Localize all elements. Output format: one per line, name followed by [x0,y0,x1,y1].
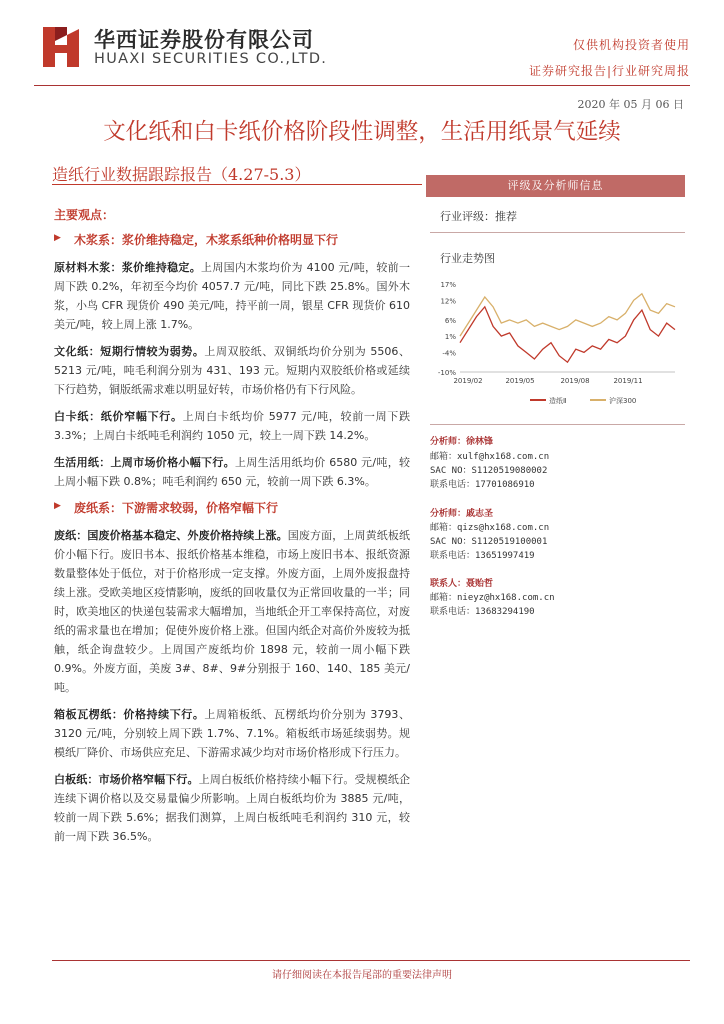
section-title: 木浆系：浆价维持稳定，木浆系纸种价格明显下行 [74,233,339,247]
paragraph-lead: 箱板瓦楞纸：价格持续下行。 [54,708,205,721]
subtitle-underline [52,184,422,185]
contact-email: 邮箱：nieyz@hx168.com.cn [430,593,555,603]
report-subtitle: 造纸行业数据跟踪报告（4.27-5.3） [52,165,311,184]
main-content [54,206,410,854]
y-tick-label: 17% [440,281,456,289]
paragraph-text: 国废方面，上周黄纸板纸价小幅下行。废旧书本、报纸价格基本维稳，市场上废旧书本、报纸资源数量整体处于低位，对于价格形成一定支撑。外废方面，上周外废报盘持续上涨。受欧美地区疫情影响，废纸的回收量仅为正常回收量的一半；同时，欧美地区的快递包装需求大幅增加，当地纸企开工率保持高位，对废纸的需求量也在增加；促使外废价格上涨。但国内纸企对高价外废较为抵触，纸企询盘较少。上周国产废纸均价 1898 元，较前一周小幅下跌 0.9%。外废方面，美废 3#、8#、9#分别报于 160、140、185 美元/吨。 [54,529,411,694]
paragraph-text: 上周箱板纸、瓦楞纸均价分别为 3793、3120 元/吨，分别较上周下跌 1.7%、7.1%。箱板纸市场延续弱势。规模纸厂降价、市场供应充足、下游需求减少均对市场价格形成下行压力。 [54,708,410,759]
y-tick-label: 1% [444,333,456,342]
y-tick-label: -4% [442,349,456,358]
section-heading [54,499,410,516]
bullet-triangle-icon: ▶ [54,501,61,511]
paragraph-lead: 原材料木浆：浆价维持稳定。 [54,261,202,274]
y-tick-label: 12% [440,297,456,306]
x-tick-label: 2019/08 [560,377,590,385]
paragraph [54,770,410,846]
analyst-2-name: 分析师：戚志圣 [430,509,494,519]
analyst-2-email: 邮箱：qizs@hx168.com.cn [430,523,550,533]
sidebar-divider [430,232,685,233]
paragraph [54,705,410,762]
analyst-1-name: 分析师：徐林锋 [430,437,494,447]
trend-chart-label: 行业走势图 [440,252,495,265]
paragraph-text: 上周白板纸价格持续小幅下行。受规模纸企连续下调价格以及交易量偏少所影响。上周白板纸均价为 3885 元/吨，较前一周下跌 5.6%；据我们测算，上周白板纸吨毛利润约 310 元，较前一周下跌 36.5%。 [54,773,411,843]
y-tick-label: 6% [444,316,456,325]
x-tick-label: 2019/05 [505,377,535,385]
x-tick-label: 2019/11 [613,377,643,385]
legend-label: 造纸Ⅱ [549,397,567,405]
footer-divider [52,960,690,961]
analyst-1-sac: SAC NO：S1120519080002 [430,466,548,476]
y-tick-label: -10% [437,369,456,377]
analyst-2-phone: 联系电话：13651997419 [430,551,535,561]
legend-label: 沪深300 [609,397,637,405]
report-date: 2020 年 05 月 06 日 [577,98,684,111]
report-type-tag: 证券研究报告|行业研究周报 [528,64,690,78]
paragraph-text: 上周双胶纸、双铜纸均价分别为 5506、5213 元/吨，吨毛利润分别为 431、193 元。短期内双胶纸价格或延续下行趋势，铜版纸需求难以明显好转，市场价格仍有下行风险。 [54,345,410,396]
bullet-triangle-icon: ▶ [54,233,61,243]
series-line-hs300 [460,294,675,336]
paragraph [54,453,410,491]
analyst-1-email: 邮箱：xulf@hx168.com.cn [430,452,550,462]
paragraph-text: 上周国内木浆均价为 4100 元/吨，较前一周下跌 0.2%，年初至今均价 4057.7 元/吨，同比下跌 25.8%。国外木浆，小鸟 CFR 现货价 490 美元/吨，持平前一周，银星 CFR 现货价 610 美元/吨，较上周上涨 1.7%。 [54,261,410,331]
section-heading [54,231,410,248]
audience-tag: 仅供机构投资者使用 [572,38,690,52]
sidebar-divider [430,424,685,425]
paragraph-lead: 白板纸：市场价格窄幅下行。 [54,773,199,786]
sidebar-header: 评级及分析师信息 [426,175,685,197]
paragraph-lead: 文化纸：短期行情较为弱势。 [54,345,205,358]
analyst-1-phone: 联系电话：17701086910 [430,480,535,490]
analyst-2-sac: SAC NO：S1120519100001 [430,537,548,547]
paragraph-lead: 生活用纸：上周市场价格小幅下行。 [54,456,235,469]
contact-name: 联系人：聂贻哲 [430,579,494,589]
paragraph-text: 上周白卡纸均价 5977 元/吨，较前一周下跌 3.3%；上周白卡纸吨毛利润约 1050 元，较上一周下跌 14.2%。 [54,410,410,442]
header-divider [34,85,690,86]
x-tick-label: 2019/02 [453,377,483,385]
contact-phone: 联系电话：13683294190 [430,607,535,617]
paragraph [54,526,410,697]
series-line-industry [460,307,675,362]
paragraph [54,258,410,334]
company-name-en: HUAXI SECURITIES CO.,LTD. [94,51,328,67]
paragraph-lead: 白卡纸：纸价窄幅下行。 [54,410,183,423]
company-name-cn: 华西证券股份有限公司 [94,28,314,52]
paragraph [54,407,410,445]
section-title: 废纸系：下游需求较弱，价格窄幅下行 [74,501,279,515]
paragraph-text: 上周生活用纸均价 6580 元/吨，较上周小幅下跌 0.8%；吨毛利润约 650 元，较前一周下跌 6.3%。 [54,456,410,488]
key-points-heading: 主要观点： [54,208,115,222]
company-logo-icon [41,25,81,69]
report-title: 文化纸和白卡纸价格阶段性调整，生活用纸景气延续 [103,119,621,145]
paragraph-lead: 废纸：国废价格基本稳定、外废价格持续上涨。 [54,529,288,542]
legal-notice: 请仔细阅读在本报告尾部的重要法律声明 [272,970,452,981]
industry-rating: 行业评级：推荐 [440,210,517,223]
trend-chart [430,276,685,412]
paragraph [54,342,410,399]
